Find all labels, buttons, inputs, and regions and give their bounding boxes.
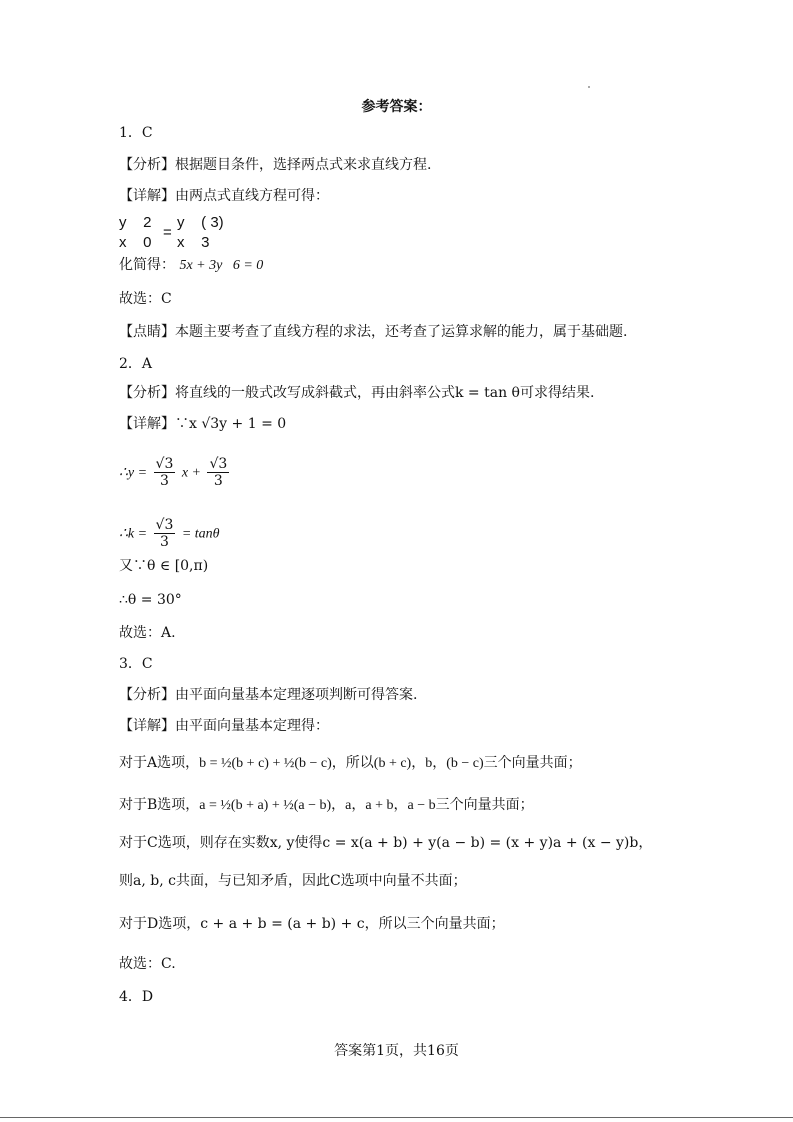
- q2-step-y: [119, 456, 231, 494]
- q2-step-y-frac1: [154, 456, 176, 489]
- q3-option-d: 对于D选项，c + a + b = (a + b) + c，所以三个向量共面；: [119, 916, 505, 932]
- q3-detail: 【详解】由平面向量基本定理得：: [119, 718, 329, 734]
- q1-frac-right-bottom: x 3: [177, 234, 210, 251]
- q1-analysis: 【分析】根据题目条件，选择两点式来求直线方程.: [119, 157, 432, 173]
- scan-speck: [588, 86, 590, 88]
- q1-simplify-label: 化简得：: [119, 257, 175, 273]
- q4-answer: 4．D: [119, 989, 154, 1005]
- q2-analysis: 【分析】将直线的一般式改写成斜截式，再由斜率公式k = tan θ可求得结果.: [119, 385, 595, 401]
- q2-step-y-frac2: [207, 456, 229, 489]
- q2-answer: 2．A: [119, 356, 153, 372]
- q1-frac-right-top: y ( 3): [177, 214, 224, 231]
- q3-option-c: 对于C选项，则存在实数x, y使得c = x(a + b) + y(a − b) = (x + y)a + (x − y)b，: [119, 835, 653, 851]
- q2-step-y-prefix: ∴y =: [119, 465, 148, 481]
- q1-choice: 故选：C: [119, 291, 172, 307]
- page-title: 参考答案：: [361, 99, 432, 115]
- q2-step-k-prefix: ∴k =: [119, 526, 148, 542]
- q2-step-y-frac1-num: √3: [155, 456, 174, 472]
- q2-step-k: [119, 517, 220, 555]
- q2-step-y-frac2-den: 3: [213, 473, 223, 489]
- q1-frac-left-bottom: x 0: [119, 234, 152, 251]
- q2-step-k-frac: [154, 517, 176, 550]
- q2-theta-range: 又∵θ ∈ [0,π): [119, 558, 209, 574]
- q3-analysis: 【分析】由平面向量基本定理逐项判断可得答案.: [119, 687, 418, 703]
- q3-answer: 3．C: [119, 656, 153, 672]
- q3-option-c-conclusion: 则a, b, c共面，与已知矛盾，因此C选项中向量不共面；: [119, 873, 467, 889]
- q2-theta-value: ∴θ = 30°: [119, 592, 182, 608]
- q3-option-b: [119, 796, 534, 815]
- q1-comment: 【点睛】本题主要考查了直线方程的求法，还考查了运算求解的能力，属于基础题.: [119, 324, 628, 340]
- q3-option-a-expr: b = ½(b + c) + ½(b − c)，所以(b + c)，b，(b − c)三个向量共面；: [199, 756, 582, 771]
- q2-step-y-frac1-den: 3: [159, 473, 169, 489]
- q2-step-y-mid: x +: [181, 465, 201, 481]
- q3-choice: 故选：C.: [119, 956, 176, 972]
- q1-answer: 1．C: [119, 125, 153, 141]
- q2-step-k-frac-num: √3: [155, 517, 174, 533]
- q1-simplify-expr: 5x + 3y 6 = 0: [179, 258, 264, 273]
- q2-choice: 故选：A.: [119, 625, 176, 641]
- q2-detail: 【详解】∵x √3y + 1 = 0: [119, 416, 287, 432]
- q1-detail: 【详解】由两点式直线方程可得：: [119, 188, 329, 204]
- q3-option-b-label: 对于B选项，: [119, 797, 200, 813]
- q2-step-k-suffix: = tanθ: [181, 526, 220, 542]
- q2-step-k-frac-den: 3: [159, 534, 169, 550]
- q1-simplify: [119, 256, 263, 275]
- page-footer: 答案第1页，共16页: [334, 1043, 459, 1059]
- q2-step-y-frac2-num: √3: [209, 456, 228, 472]
- q3-option-b-expr: a = ½(b + a) + ½(a − b)，a，a + b，a − b三个向量共面；: [199, 798, 534, 813]
- q1-frac-left-top: y 2: [119, 214, 152, 231]
- q3-option-a: [119, 754, 582, 773]
- q1-equals: =: [163, 224, 172, 241]
- bottom-rule: [0, 1117, 793, 1118]
- q3-option-a-label: 对于A选项，: [119, 755, 200, 771]
